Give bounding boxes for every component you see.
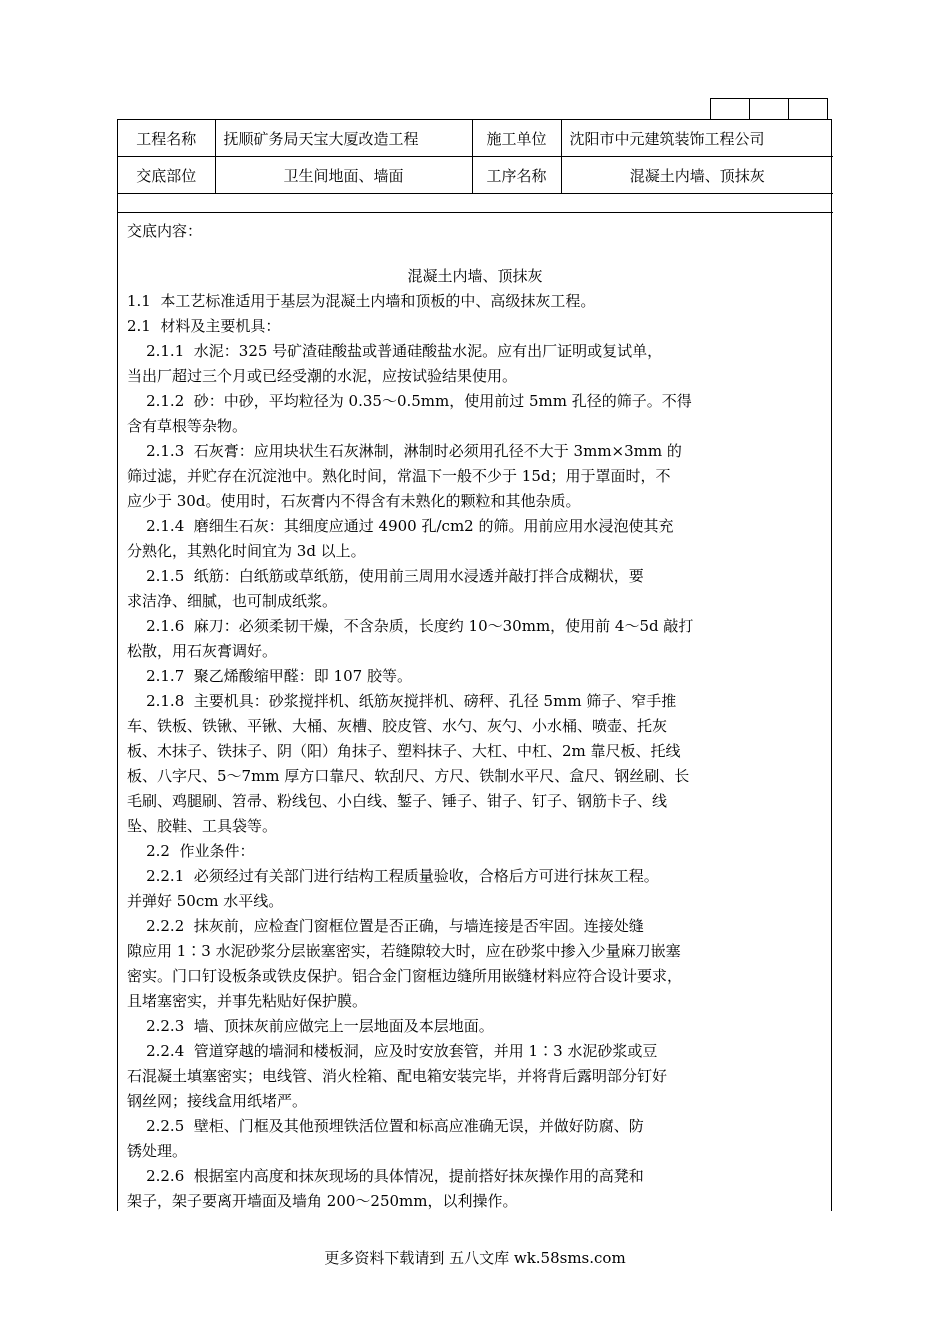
content-title: 混凝土内墙、顶抹灰 [407,267,543,285]
approval-box [789,99,828,120]
content-line: 2.1.5 纸筋：白纸筋或草纸筋，使用前三周用水浸透并敲打拌合成糊状，要 [127,567,644,585]
content-line: 2.2.6 根据室内高度和抹灰现场的具体情况，提前搭好抹灰操作用的高凳和 [127,1167,644,1185]
content-line: 架子，架子要离开墙面及墙角 200～250mm，以利操作。 [127,1192,518,1210]
approval-boxes [710,98,828,120]
content-line: 毛刷、鸡腿刷、笤帚、粉线包、小白线、錾子、锤子、钳子、钉子、钢筋卡子、线 [127,792,668,810]
content-section [118,213,831,1214]
content-line: 2.2.5 壁柜、门框及其他预埋铁活位置和标高应准确无误，并做好防腐、防 [127,1117,644,1135]
location-label: 交底部位 [118,157,215,194]
content-line: 板、八字尺、5～7mm 厚方口靠尺、软刮尺、方尺、铁制水平尺、盒尺、钢丝刷、长 [127,767,690,785]
content-line: 并弹好 50cm 水平线。 [127,892,284,910]
content-line: 2.2.1 必须经过有关部门进行结构工程质量验收，合格后方可进行抹灰工程。 [127,867,659,885]
content-line: 2.1 材料及主要机具： [127,317,281,335]
content-line: 坠、胶鞋、工具袋等。 [127,817,278,835]
content-line: 2.2 作业条件： [127,842,255,860]
header-table [118,120,833,213]
content-line: 2.2.2 抹灰前，应检查门窗框位置是否正确，与墙连接是否牢固。连接处缝 [127,917,644,935]
content-line: 求洁净、细腻，也可制成纸浆。 [127,592,338,610]
content-line: 钢丝网；接线盒用纸堵严。 [127,1092,308,1110]
content-line: 板、木抹子、铁抹子、阴（阳）角抹子、塑料抹子、大杠、中杠、2m 靠尺板、托线 [127,742,681,760]
content-line: 且堵塞密实，并事先粘贴好保护膜。 [127,992,368,1010]
content-line: 2.2.4 管道穿越的墙洞和楼板洞，应及时安放套管，并用 1∶3 水泥砂浆或豆 [127,1042,658,1060]
content-line: 2.1.2 砂：中砂，平均粒径为 0.35～0.5mm，使用前过 5mm 孔径的筛子。不得 [127,392,692,410]
content-line: 筛过滤，并贮存在沉淀池中。熟化时间，常温下一般不少于 15d；用于罩面时，不 [127,467,671,485]
content-line: 应少于 30d。使用时，石灰膏内不得含有未熟化的颗粒和其他杂质。 [127,492,581,510]
content-line: 2.1.7 聚乙烯酸缩甲醛：即 107 胶等。 [127,667,412,685]
process-label: 工序名称 [472,157,561,194]
content-body [127,289,823,1214]
contractor: 沈阳市中元建筑装饰工程公司 [561,120,833,157]
content-line: 2.1.3 石灰膏：应用块状生石灰淋制，淋制时必须用孔径不大于 3mm×3mm 的 [127,442,682,460]
content-line: 车、铁板、铁锹、平锹、大桶、灰槽、胶皮管、水勺、灰勺、小水桶、喷壶、托灰 [127,717,668,735]
approval-box [711,99,750,120]
contractor-label: 施工单位 [472,120,561,157]
content-line: 分熟化，其熟化时间宜为 3d 以上。 [127,542,366,560]
process: 混凝土内墙、顶抹灰 [561,157,833,194]
content-line: 2.2.3 墙、顶抹灰前应做完上一层地面及本层地面。 [127,1017,494,1035]
content-line: 1.1 本工艺标准适用于基层为混凝土内墙和顶板的中、高级抹灰工程。 [127,292,596,310]
spacer-row [118,194,833,213]
content-line: 当出厂超过三个月或已经受潮的水泥，应按试验结果使用。 [127,367,518,385]
location: 卫生间地面、墙面 [215,157,472,194]
disclosure-form [117,119,832,1211]
content-line: 2.1.6 麻刀：必须柔韧干燥，不含杂质，长度约 10～30mm，使用前 4～5d 敲打 [127,617,694,635]
footer-text: 更多资料下载请到 五八文库 wk.58sms.com [324,1249,626,1267]
content-line: 密实。门口钉设板条或铁皮保护。铝合金门窗框边缝所用嵌缝材料应符合设计要求， [127,967,683,985]
content-label: 交底内容： [127,222,203,240]
content-line: 2.1.1 水泥：325 号矿渣硅酸盐或普通硅酸盐水泥。应有出厂证明或复试单， [127,342,663,360]
approval-box [750,99,789,120]
content-line: 含有草根等杂物。 [127,417,248,435]
content-line: 2.1.8 主要机具：砂浆搅拌机、纸筋灰搅拌机、磅秤、孔径 5mm 筛子、窄手推 [127,692,677,710]
content-line: 锈处理。 [127,1142,188,1160]
content-line: 2.1.4 磨细生石灰：其细度应通过 4900 孔/cm2 的筛。用前应用水浸泡使其充 [127,517,674,535]
project-name-label: 工程名称 [118,120,215,157]
content-line: 石混凝土填塞密实；电线管、消火栓箱、配电箱安装完毕，并将背后露明部分钉好 [127,1067,668,1085]
project-name: 抚顺矿务局天宝大厦改造工程 [215,120,472,157]
content-line: 隙应用 1∶3 水泥砂浆分层嵌塞密实，若缝隙较大时，应在砂浆中掺入少量麻刀嵌塞 [127,942,681,960]
content-line: 松散，用石灰膏调好。 [127,642,278,660]
